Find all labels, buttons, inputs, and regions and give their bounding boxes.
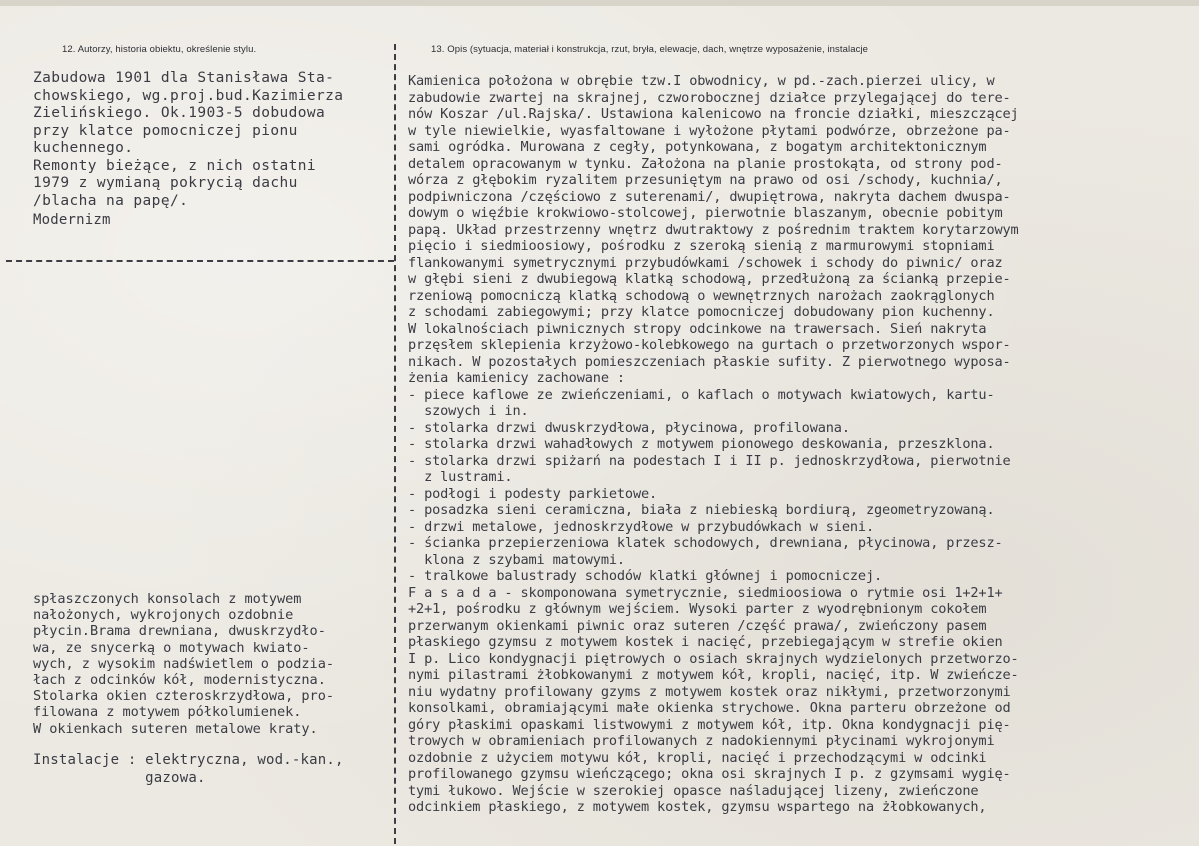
text-line: detalem opracowanym w tynku. Założona na planie prostokąta, od strony pod- — [408, 155, 1003, 172]
text-line: - posadzka sieni ceramiczna, biała z niebieską bordiurą, zgeometryzowaną. — [408, 502, 995, 518]
text-line: płaskiego gzymsu z motywem kostek i nacięć, przebiegającym w strefie okien — [408, 634, 1003, 650]
text-line: Zabudowa 1901 dla Stanisława Sta- — [33, 70, 335, 86]
text-line: W lokalnościach piwnicznych stropy odcinkowe na trawersach. Sień nakryta — [408, 320, 987, 337]
text-line: trowych w obramieniach profilowanych z nadokiennymi płycinami wykrojonymi — [408, 733, 995, 749]
text-line: żenia kamienicy zachowane : — [408, 370, 625, 386]
text-line: niu wydatny profilowany gzyms z motywem kostek oraz nikłymi, przetworzonymi — [408, 683, 1011, 700]
text-line: rzeniową pomocniczą klatką schodową o wewnętrznych narożach zaokrąglonych — [408, 287, 995, 304]
text-line: klona z szybami matowymi. — [408, 551, 625, 568]
facade-continuation-text — [33, 591, 334, 737]
text-line: 1979 z wymianą pokrycią dachu — [33, 175, 298, 191]
text-line: przy klatce pomocniczej pionu — [33, 122, 298, 139]
text-line: - tralkowe balustrady schodów klatki głównej i pomocniczej. — [408, 568, 883, 584]
text-line: konsolkami, obramiającymi małe okienka strychowe. Okna parteru obrzeżone od — [408, 700, 1011, 716]
text-line: płycin.Brama drewniana, dwuskrzydło- — [33, 623, 326, 640]
text-line: z lustrami. — [408, 469, 513, 485]
text-line: w głębi sieni z dwubiegową klatką schodową, przedłużoną za ścianką przepie- — [408, 271, 1011, 287]
text-line: pięcio i siedmioosiowy, pośrodku z szeroką sienią z marmurowymi stopniami — [408, 238, 995, 254]
text-line: profilowanego gzymsu wieńczącego; okna osi skrajnych I p. z gzymsami wygię- — [408, 766, 1011, 782]
text-line: I p. Lico kondygnacji piętrowych o osiach skrajnych wydzielonych przetworzo- — [408, 650, 1019, 667]
text-line: góry płaskimi opaskami listwowymi z motywem kół, itp. Okna kondygnacji pię- — [408, 716, 1011, 733]
text-line: gazowa. — [33, 770, 206, 786]
text-line: chowskiego, wg.proj.bud.Kazimierza — [33, 87, 344, 104]
text-line: Stolarka okien czteroskrzydłowa, pro- — [33, 688, 334, 705]
text-line: - ścianka przepierzeniowa klatek schodowych, drewniana, płycinowa, przesz- — [408, 535, 1003, 551]
text-line: - podłogi i podesty parkietowe. — [408, 485, 658, 502]
text-line: w tyle niewielkie, wyasfaltowane i wyłożone płytami podwórze, obrzeżone pa- — [408, 122, 1011, 139]
text-line: wórza z głębokim ryzalitem przesuniętym na prawo od osi /schody, kuchnia/, — [408, 172, 1003, 188]
text-line: flankowanymi symetrycznymi przybudówkami /schowek i schody do piwnic/ oraz — [408, 254, 1003, 271]
text-line: zabudowie zwartej na skrajnej, czworobocznej działce przylegającej do tere- — [408, 89, 1011, 106]
text-line: - drzwi metalowe, jednoskrzydłowe w przybudówkach w sieni. — [408, 518, 874, 535]
text-line: /blacha na papę/. — [33, 192, 189, 209]
text-line: przerwanym okienkami piwnic oraz suteren /część prawa/, zwieńczony pasem — [408, 617, 987, 634]
text-line: Zielińskiego. Ok.1903-5 dobudowa — [33, 105, 326, 121]
text-line: kuchennego. — [33, 140, 134, 156]
text-line: szowych i in. — [408, 403, 529, 419]
text-line: W okienkach suteren metalowe kraty. — [33, 720, 318, 737]
authors-history-text — [33, 70, 343, 210]
text-line: nikach. W pozostałych pomieszczeniach płaskie sufity. Z pierwotnego wyposa- — [408, 353, 1011, 370]
text-line: wa, ze snycerką o motywach kwiato- — [33, 639, 310, 656]
text-line: przęsłem sklepienia krzyżowo-kolebkowego na gurtach o przetworzonych wspor- — [408, 337, 1011, 353]
text-line: Remonty bieżące, z nich ostatni — [33, 157, 317, 174]
text-line: z schodami zabiegowymi; przy klatce pomocniczej dobudowany pion kuchenny. — [408, 304, 995, 320]
text-line: papą. Układ przestrzenny wnętrz dwutraktowy z pośrednim traktem korytarzowym — [408, 221, 1019, 238]
section-12-header: 12. Autorzy, historia obiektu, określenie stylu. — [62, 44, 257, 55]
text-line: podpiwniczona /częściowo z suterenami/, dwupiętrowa, nakryta dachem dwuspa- — [408, 188, 1011, 205]
text-line: nałożonych, wykrojonych ozdobnie — [33, 607, 294, 624]
text-line: tymi łukowo. Wejście w szerokiej opasce naśladującej lizeny, zwieńczone — [408, 782, 979, 799]
installations-text — [33, 751, 344, 787]
page-top-edge — [0, 0, 1199, 6]
text-line: spłaszczonych konsolach z motywem — [33, 591, 302, 607]
style-text: Modernizm — [33, 212, 111, 228]
text-line: Kamienica położona w obrębie tzw.I obwodnicy, w pd.-zach.pierzei ulicy, w — [408, 73, 995, 89]
text-line: F a s a d a - skomponowana symetrycznie, siedmioosiowa o rytmie osi 1+2+1+ — [408, 584, 1003, 601]
left-section-divider — [6, 260, 394, 262]
text-line: ozdobnie z użyciem motywu kół, kropli, nacięć i przechodzącymi w odcinki — [408, 749, 987, 766]
text-line: - stolarka drzwi wahadłowych z motywem pionowego deskowania, przeszklona. — [408, 436, 995, 452]
text-line: - stolarka drzwi dwuskrzydłowa, płycinowa, profilowana. — [408, 419, 850, 436]
text-line: nów Koszar /ul.Rajska/. Ustawiona kalenicowo na froncie działki, mieszczącej — [408, 106, 1019, 122]
text-line: dowym o więźbie krokwiowo-stolcowej, pierwotnie blaszanym, obecnie pobitym — [408, 205, 1003, 221]
section-13-header: 13. Opis (sytuacja, materiał i konstrukcja, rzut, bryła, elewacje, dach, wnętrze wyposażenie, instalacje — [431, 44, 869, 55]
column-divider — [394, 44, 396, 844]
text-line: +2+1, pośrodku z głównym wejściem. Wysoki parter z wyodrębnionym cokołem — [408, 601, 987, 617]
text-line: - stolarka drzwi spiżarń na podestach I i II p. jednoskrzydłowa, pierwotnie — [408, 452, 1011, 469]
text-line: sami ogródka. Murowana z cegły, potynkowana, z bogatym architektonicznym — [408, 139, 987, 155]
description-text — [408, 73, 1019, 816]
text-line: - piece kaflowe ze zwieńczeniami, o kaflach o motywach kwiatowych, kartu- — [408, 386, 995, 403]
text-line: łach z odcinków kół, modernistyczna. — [33, 671, 326, 688]
text-line: odcinkiem płaskiego, z motywem kostek, gzymsu wspartego na żłobkowanych, — [408, 799, 987, 815]
text-line: wych, z wysokim nadświetlem o podzia- — [33, 655, 334, 672]
text-line: Instalacje : elektryczna, wod.-kan., — [33, 752, 344, 768]
text-line: filowana z motywem półkolumienek. — [33, 704, 302, 721]
text-line: nymi pilastrami żłobkowanymi z motywem kół, kropli, nacięć, itp. W zwieńcze- — [408, 667, 1019, 683]
